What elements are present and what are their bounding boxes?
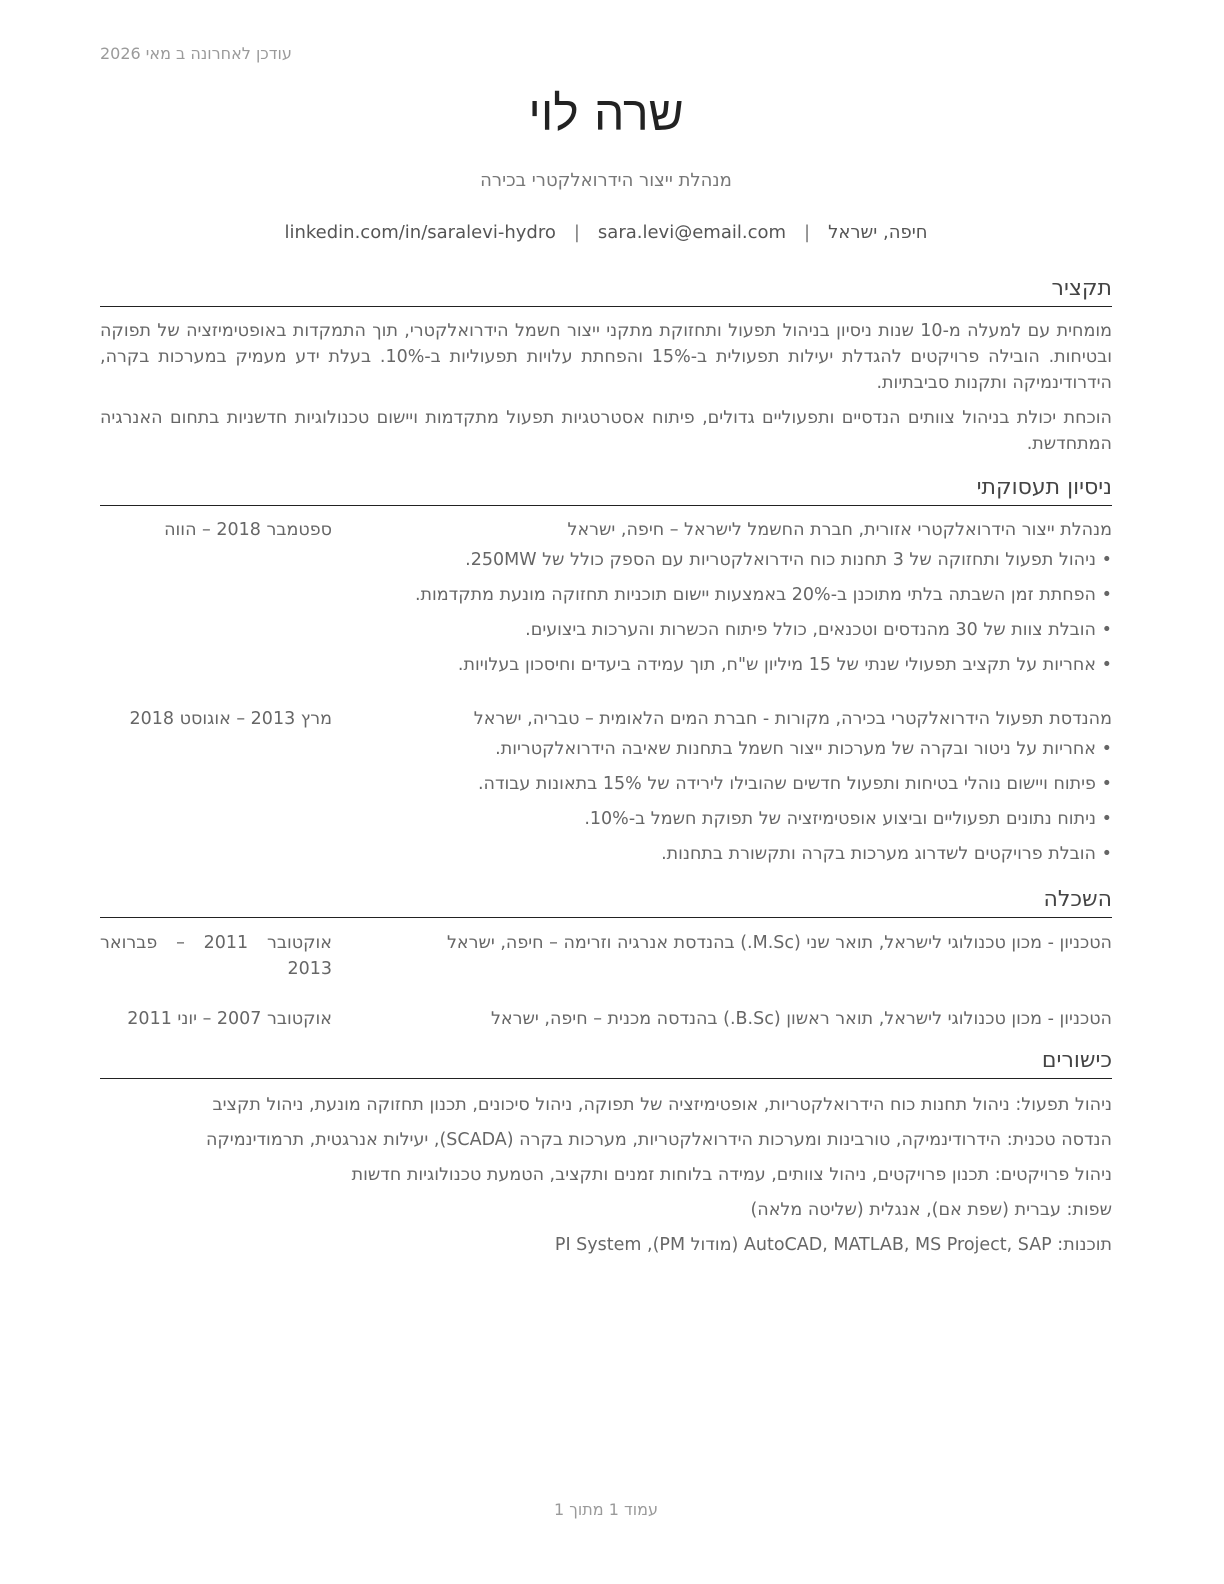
- degree: הטכניון - מכון טכנולוגי לישראל, תואר ראשון (B.Sc.) בהנדסה מכנית – חיפה, ישראל: [490, 1009, 1112, 1029]
- job-header: [100, 517, 1112, 543]
- list-item: תוכנות: AutoCAD, MATLAB, MS Project, SAP (מודול PM), PI System: [554, 1235, 1112, 1255]
- list-item: • ניהול תפעול ותחזוקה של 3 תחנות כוח הידרואלקטריות עם הספק כולל של 250MW.: [152, 543, 1112, 578]
- job-header: [100, 706, 1112, 732]
- last-updated: עודכן לאחרונה ב מאי 2026: [100, 44, 292, 63]
- list-item: • ניתוח נתונים תפעוליים וביצוע אופטימיזציה של תפוקת חשמל ב-10%.: [152, 802, 1112, 837]
- list-item: • הפחתת זמן השבתה בלתי מתוכנן ב-20% באמצעות יישום תוכניות תחזוקה מונעת מתקדמות.: [152, 578, 1112, 613]
- list-item: • הובלת צוות של 30 מהנדסים וטכנאים, כולל פיתוח הכשרות והערכות ביצועים.: [152, 613, 1112, 648]
- resume-page: [100, 0, 1112, 1584]
- page-number: עמוד 1 מתוך 1: [554, 1500, 658, 1519]
- education-entry: [100, 1006, 1112, 1032]
- list-item: • אחריות על ניטור ובקרה של מערכות ייצור חשמל בתחנות שאיבה הידרואלקטריות.: [152, 732, 1112, 767]
- job-title: מנהלת ייצור הידרואלקטרי בכירה: [480, 170, 732, 191]
- email-link[interactable]: sara.levi@email.com: [597, 222, 787, 243]
- section-heading-experience: ניסיון תעסוקתי: [100, 473, 1112, 506]
- list-item: • הובלת פרויקטים לשדרוג מערכות בקרה ותקשורת בתחנות.: [152, 837, 1112, 872]
- linkedin-link[interactable]: linkedin.com/in/saralevi-hydro: [284, 222, 556, 243]
- degree: הטכניון - מכון טכנולוגי לישראל, תואר שני (M.Sc.) בהנדסת אנרגיה וזרימה – חיפה, ישראל: [446, 933, 1112, 953]
- section-heading-education: השכלה: [100, 885, 1112, 918]
- education-dates: אוקטובר 2011 – פברואר 2013: [100, 933, 332, 979]
- section-heading-skills: כישורים: [100, 1046, 1112, 1079]
- separator: |: [804, 222, 811, 243]
- skills-list: [100, 1088, 1112, 1263]
- contact-line: [100, 222, 1112, 243]
- section-heading-summary: תקציר: [100, 274, 1112, 307]
- education-entry: [100, 930, 1112, 982]
- job-role: מהנדסת תפעול הידרואלקטרי בכירה, מקורות - חברת המים הלאומית – טבריה, ישראל: [473, 709, 1112, 729]
- job-dates: מרץ 2013 – אוגוסט 2018: [129, 709, 332, 729]
- job-dates: ספטמבר 2018 – הווה: [164, 520, 332, 540]
- job-role: מנהלת ייצור הידרואלקטרי אזורית, חברת החשמל לישראל – חיפה, ישראל: [567, 520, 1112, 540]
- list-item: ניהול פרויקטים: תכנון פרויקטים, ניהול צוותים, עמידה בלוחות זמנים ותקציב, הטמעת טכנולוגיות חדשות: [351, 1165, 1112, 1185]
- list-item: שפות: עברית (שפת אם), אנגלית (שליטה מלאה): [750, 1200, 1112, 1220]
- location: חיפה, ישראל: [828, 222, 928, 243]
- page-title: שרה לוי: [528, 86, 684, 142]
- list-item: • אחריות על תקציב תפעולי שנתי של 15 מיליון ש"ח, תוך עמידה ביעדים וחיסכון בעלויות.: [152, 648, 1112, 683]
- job-bullets: [152, 732, 1112, 872]
- education-dates: אוקטובר 2007 – יוני 2011: [127, 1009, 332, 1029]
- summary-paragraph: הוכחת יכולת בניהול צוותים הנדסיים ותפעוליים גדולים, פיתוח אסטרטגיות תפעול מתקדמות ויישום טכנולוגיות חדשניות בתחום האנרגיה המתחדשת.: [100, 408, 1112, 454]
- summary-paragraph: מומחית עם למעלה מ-10 שנות ניסיון בניהול תפעול ותחזוקת מתקני ייצור חשמל הידרואלקטרי, תוך התמקדות באופטימיזציה של תפוקה ובטיחות. הובילה פרויקטים להגדלת יעילות תפעולית ב-15% והפחתת עלויות תפעוליות ב-10%. בעלת ידע מעמיק במערכות בקרה, הידרודינמיקה ותקנות סביבתיות.: [100, 321, 1112, 393]
- job-bullets: [152, 543, 1112, 683]
- list-item: ניהול תפעול: ניהול תחנות כוח הידרואלקטריות, אופטימיזציה של תפוקה, ניהול סיכונים, תכנון תחזוקה מונעת, ניהול תקציב: [212, 1095, 1112, 1115]
- separator: |: [573, 222, 580, 243]
- list-item: • פיתוח ויישום נוהלי בטיחות ותפעול חדשים שהובילו לירידה של 15% בתאונות עבודה.: [152, 767, 1112, 802]
- list-item: הנדסה טכנית: הידרודינמיקה, טורבינות ומערכות הידרואלקטריות, מערכות בקרה (SCADA), יעילות אנרגטית, תרמודינמיקה: [205, 1130, 1112, 1150]
